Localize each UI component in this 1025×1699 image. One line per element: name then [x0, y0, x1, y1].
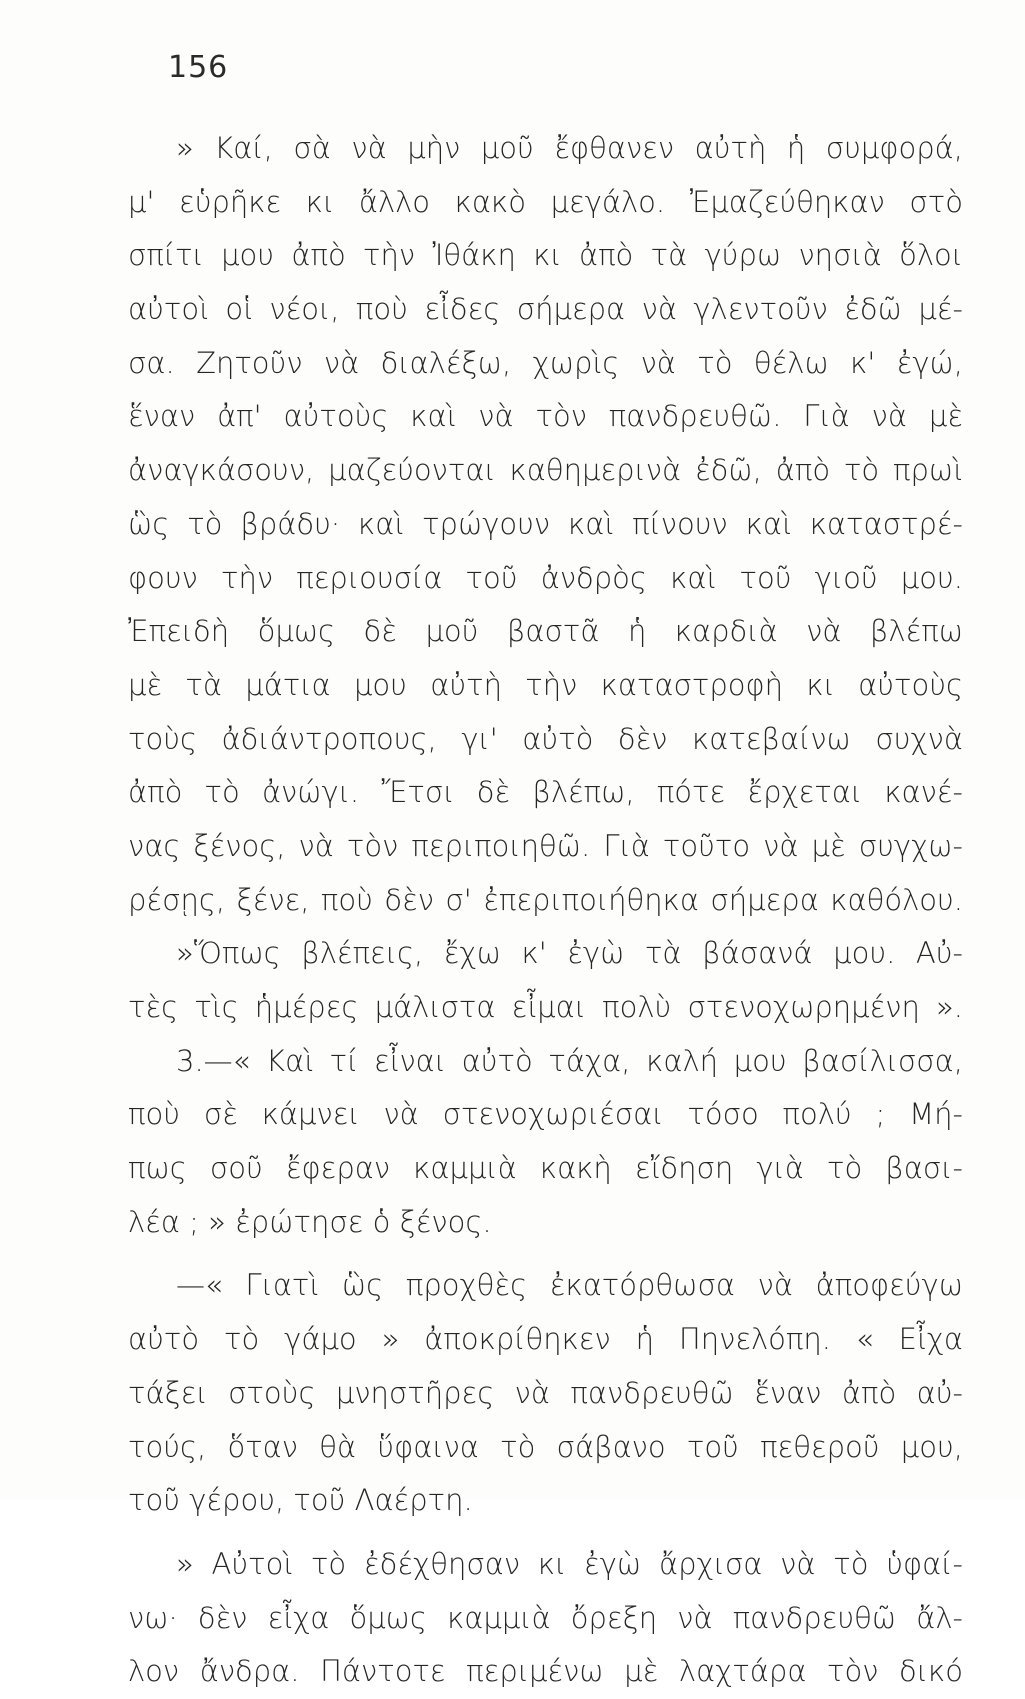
text-line: αὐτὸ τὸ γάμο » ἀποκρίθηκεν ἡ Πηνελόπη. « Εἶχα [128, 1322, 963, 1357]
text-line: ἀναγκάσουν, μαζεύονται καθημερινὰ ἐδῶ, ἀπὸ τὸ πρωὶ [128, 453, 963, 488]
text-line: 3.—« Καὶ τί εἶναι αὐτὸ τάχα, καλή μου βασίλισσα, [176, 1043, 963, 1078]
text-line: σπίτι μου ἀπὸ τὴν Ἰθάκη κι ἀπὸ τὰ γύρω νησιὰ ὅλοι [128, 238, 963, 273]
text-line: πως σοῦ ἔφεραν καμμιὰ κακὴ εἴδηση γιὰ τὸ βασι- [128, 1151, 963, 1186]
text-line: ἕναν ἀπ' αὐτοὺς καὶ νὰ τὸν πανδρευθῶ. Γιὰ νὰ μὲ [128, 399, 963, 434]
body-text [128, 122, 963, 1699]
text-line: ποὺ σὲ κάμνει νὰ στενοχωριέσαι τόσο πολύ ; Μή- [128, 1097, 963, 1132]
text-line: τὲς τὶς ἡμέρες μάλιστα εἶμαι πολὺ στενοχωρημένη ». [128, 990, 963, 1024]
text-line: λον ἄνδρα. Πάντοτε περιμένω μὲ λαχτάρα τὸν δικό [128, 1654, 963, 1689]
text-line: μ' εὑρῆκε κι ἄλλο κακὸ μεγάλο. Ἐμαζεύθηκαν στὸ [128, 184, 963, 219]
text-line: τοῦ γέρου, τοῦ Λαέρτη. [128, 1483, 473, 1518]
text-line: —« Γιατὶ ὣς προχθὲς ἐκατόρθωσα νὰ ἀποφεύγω [176, 1268, 963, 1303]
text-line: σα. Ζητοῦν νὰ διαλέξω, χωρὶς νὰ τὸ θέλω κ' ἐγώ, [128, 345, 963, 380]
text-line: Ἐπειδὴ ὅμως δὲ μοῦ βαστᾶ ἡ καρδιὰ νὰ βλέπω [128, 614, 963, 649]
text-line: ἀπὸ τὸ ἀνώγι. Ἔτσι δὲ βλέπω, πότε ἔρχεται κανέ- [128, 775, 963, 810]
text-line: φουν τὴν περιουσία τοῦ ἀνδρὸς καὶ τοῦ γιοῦ μου. [128, 560, 963, 595]
text-line: αὐτοὶ οἱ νέοι, ποὺ εἶδες σήμερα νὰ γλεντοῦν ἐδῶ μέ- [128, 292, 963, 327]
page-number: 156 [168, 50, 229, 85]
text-line: νας ξένος, νὰ τὸν περιποιηθῶ. Γιὰ τοῦτο νὰ μὲ συγχω- [128, 828, 963, 863]
text-line: τάξει στοὺς μνηστῆρες νὰ πανδρευθῶ ἕναν ἀπὸ αὐ- [128, 1375, 963, 1410]
text-line: »Ὅπως βλέπεις, ἔχω κ' ἐγὼ τὰ βάσανά μου. Αὐ- [176, 936, 963, 971]
text-line: » Καί, σὰ νὰ μὴν μοῦ ἔφθανεν αὐτὴ ἡ συμφορά, [176, 131, 963, 165]
text-line: λέα ; » ἐρώτησε ὁ ξένος. [128, 1204, 492, 1239]
text-line: τοὺς ἀδιάντροπους, γι' αὐτὸ δὲν κατεβαίνω συχνὰ [128, 721, 963, 756]
text-line: τούς, ὅταν θὰ ὕφαινα τὸ σάβανο τοῦ πεθεροῦ μου, [128, 1429, 963, 1464]
text-line: νω· δὲν εἶχα ὅμως καμμιὰ ὄρεξη νὰ πανδρευθῶ ἄλ- [128, 1600, 963, 1635]
text-line: ρέσῃς, ξένε, ποὺ δὲν σ' ἐπεριποιήθηκα σήμερα καθόλου. [128, 882, 963, 917]
text-line: » Αὐτοὶ τὸ ἐδέχθησαν κι ἐγὼ ἄρχισα νὰ τὸ ὑφαί- [176, 1546, 963, 1581]
text-line: ὣς τὸ βράδυ· καὶ τρώγουν καὶ πίνουν καὶ καταστρέ- [128, 506, 963, 541]
text-line: μὲ τὰ μάτια μου αὐτὴ τὴν καταστροφὴ κι αὐτοὺς [128, 667, 963, 702]
